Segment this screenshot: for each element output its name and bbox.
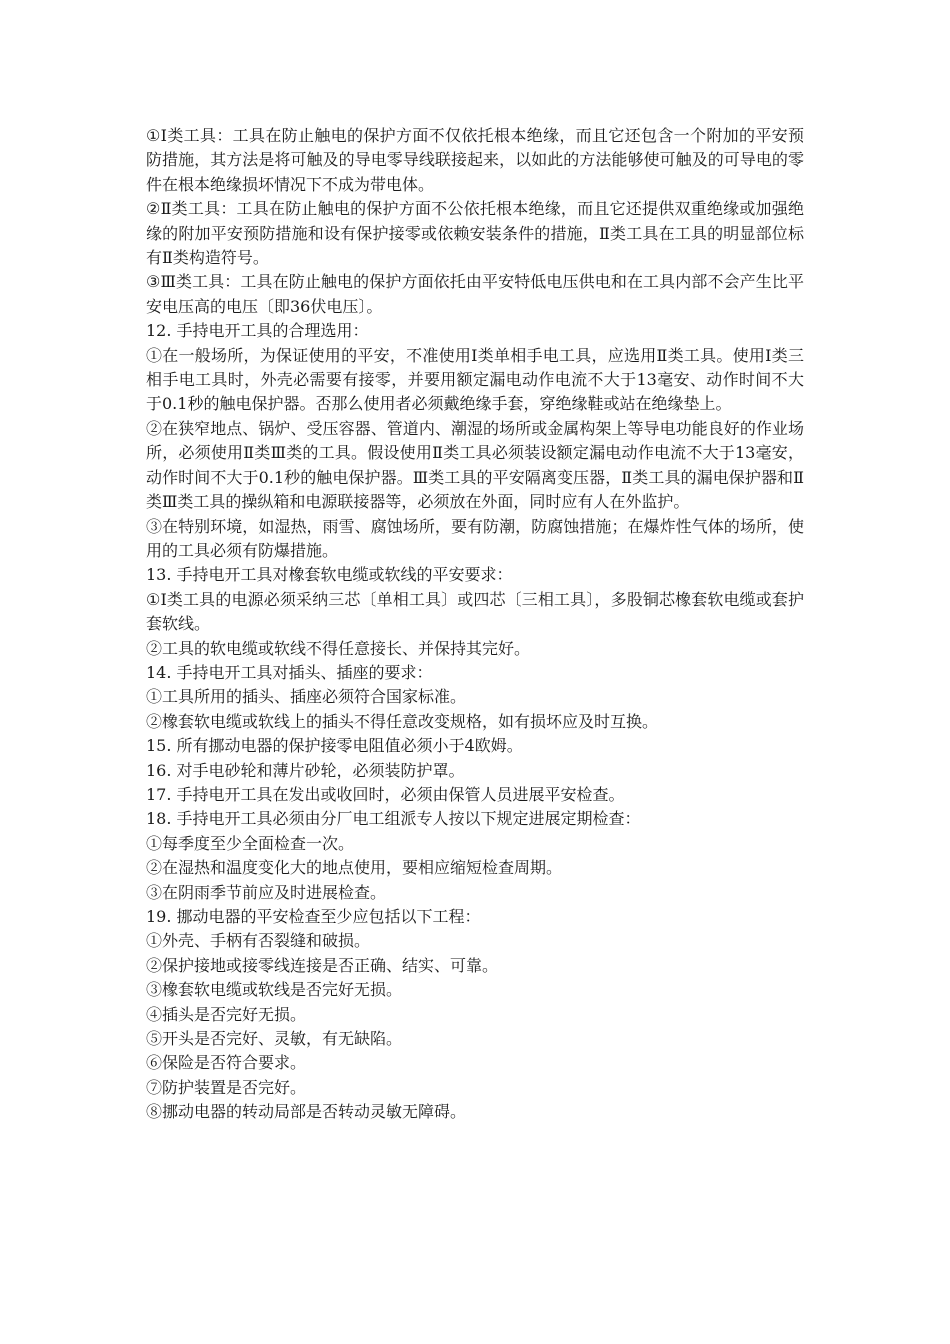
heading-item-15: 15. 所有挪动电器的保护接零电阻值必须小于4欧姆。 — [146, 736, 523, 756]
document-page — [146, 124, 804, 1125]
heading-item-18: 18. 手持电开工具必须由分厂电工组派专人按以下规定进展定期检查： — [146, 809, 641, 829]
paragraph-14-2: ②橡套软电缆或软线上的插头不得任意改变规格，如有损坏应及时互换。 — [146, 711, 659, 731]
paragraph-14-1: ①工具所用的插头、插座必须符合国家标准。 — [146, 687, 467, 707]
paragraph-class2-tool: ②Ⅱ类工具：工具在防止触电的保护方面不公依托根本绝缘，而且它还提供双重绝缘或加强绝缘的附加平安预防措施和设有保护接零或依赖安装条件的措施，Ⅱ类工具在工具的明显部位标有Ⅱ类构造符号。 — [146, 199, 804, 268]
paragraph-19-5: ⑤开头是否完好、灵敏，有无缺陷。 — [146, 1029, 403, 1049]
heading-item-13: 13. 手持电开工具对橡套软电缆或软线的平安要求： — [146, 565, 513, 585]
heading-item-17: 17. 手持电开工具在发出或收回时，必须由保管人员进展平安检查。 — [146, 784, 625, 804]
paragraph-19-1: ①外壳、手柄有否裂缝和破损。 — [146, 931, 371, 951]
paragraph-19-8: ⑧挪动电器的转动局部是否转动灵敏无障碍。 — [146, 1102, 467, 1122]
heading-item-12: 12. 手持电开工具的合理选用： — [146, 321, 369, 341]
paragraph-19-7: ⑦防护装置是否完好。 — [146, 1077, 307, 1097]
heading-item-16: 16. 对手电砂轮和薄片砂轮，必须装防护罩。 — [146, 760, 465, 780]
paragraph-class3-tool: ③Ⅲ类工具：工具在防止触电的保护方面依托由平安特低电压供电和在工具内部不会产生比平安电压高的电压〔即36伏电压〕。 — [146, 272, 804, 316]
heading-item-14: 14. 手持电开工具对插头、插座的要求： — [146, 662, 433, 682]
paragraph-13-2: ②工具的软电缆或软线不得任意接长、并保持其完好。 — [146, 638, 531, 658]
paragraph-18-2: ②在湿热和温度变化大的地点使用，要相应缩短检查周期。 — [146, 858, 563, 878]
paragraph-19-2: ②保护接地或接零线连接是否正确、结实、可靠。 — [146, 955, 499, 975]
paragraph-18-3: ③在阴雨季节前应及时进展检查。 — [146, 882, 387, 902]
paragraph-class1-tool: ①Ⅰ类工具：工具在防止触电的保护方面不仅依托根本绝缘，而且它还包含一个附加的平安预防措施，其方法是将可触及的导电零导线联接起来，以如此的方法能够使可触及的可导电的零件在根本绝缘损坏情况下不成为带电体。 — [146, 126, 804, 194]
paragraph-12-2: ②在狭窄地点、锅炉、受压容器、管道内、潮湿的场所或金属构架上等导电功能良好的作业场所，必须使用Ⅱ类Ⅲ类的工具。假设使用Ⅱ类工具必须装设额定漏电动作电流不大于13毫安，动作时间不大于0.1秒的触电保护器。Ⅲ类工具的平安隔离变压器，Ⅱ类工具的漏电保护器和Ⅱ类Ⅲ类工具的操纵箱和电源联接器等，必须放在外面，同时应有人在外监护。 — [146, 418, 804, 512]
paragraph-19-4: ④插头是否完好无损。 — [146, 1004, 307, 1024]
paragraph-12-1: ①在一般场所，为保证使用的平安，不准使用Ⅰ类单相手电工具，应选用Ⅱ类工具。使用Ⅰ类三相手电工具时，外壳必需要有接零，并要用额定漏电动作电流不大于13毫安、动作时间不大于0.1秒的触电保护器。否那么使用者必须戴绝缘手套，穿绝缘鞋或站在绝缘垫上。 — [146, 345, 804, 414]
paragraph-19-6: ⑥保险是否符合要求。 — [146, 1053, 307, 1073]
paragraph-13-1: ①Ⅰ类工具的电源必须采纳三芯〔单相工具〕或四芯〔三相工具〕，多股铜芯橡套软电缆或套护套软线。 — [146, 589, 804, 634]
paragraph-12-3: ③在特别环境，如湿热，雨雪、腐蚀场所，要有防潮，防腐蚀措施；在爆炸性气体的场所，使用的工具必须有防爆措施。 — [146, 516, 804, 560]
paragraph-19-3: ③橡套软电缆或软线是否完好无损。 — [146, 980, 403, 1000]
paragraph-18-1: ①每季度至少全面检查一次。 — [146, 833, 355, 853]
heading-item-19: 19. 挪动电器的平安检查至少应包括以下工程： — [146, 907, 481, 926]
